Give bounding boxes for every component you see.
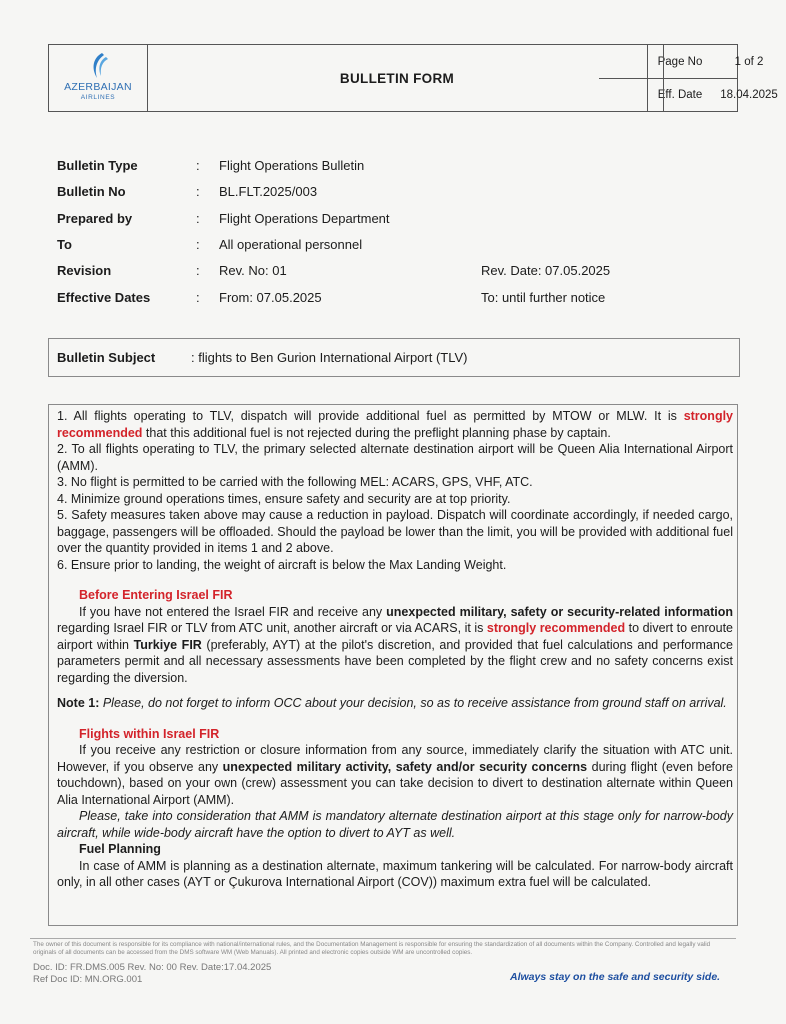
instruction-item-2: 2. To all flights operating to TLV, the primary selected alternate destination airport will be Queen Alia International Airport (AMM). <box>57 442 733 473</box>
footer-divider <box>30 938 736 939</box>
text: regarding Israel FIR or TLV from ATC unit, another aircraft or via ACARS, it is <box>57 621 487 635</box>
emphasis-text: strongly recommended <box>486 621 626 635</box>
eff-date-label: Eff. Date <box>657 88 703 101</box>
field-colon: : <box>196 263 200 278</box>
field-label: Revision <box>57 263 112 278</box>
bold-text: unexpected military activity, safety and/or security concerns <box>222 759 588 774</box>
fuel-planning-paragraph: In case of AMM is planning as a destination alternate, maximum tankering will be calculated. For narrow-body aircraft only, in all other cases (AYT or Çukurova International Airport (COV)) maximum extra fuel will be calculated. <box>57 858 733 889</box>
footer-disclaimer: The owner of this document is responsible for its compliance with national/international rules, and the Documentation Management is responsible for ensuring the standardization of all documents within the Company. Controlled and legally valid originals of all documents can be accessed from the DMS software WM (Web Manuals). All printed and electronic copies outside WM are uncontrolled copies. <box>33 941 711 956</box>
instruction-item-6: 6. Ensure prior to landing, the weight of aircraft is below the Max Landing Weight. <box>57 557 507 572</box>
section-heading-before-fir: Before Entering Israel FIR <box>79 588 233 602</box>
within-fir-paragraph <box>57 742 733 808</box>
field-value: All operational personnel <box>219 237 363 252</box>
instruction-item-3: 3. No flight is permitted to be carried with the following MEL: ACARS, GPS, VHF, ATC. <box>57 475 533 489</box>
note-label: Note 1: <box>57 696 100 710</box>
field-label: Bulletin No <box>57 184 126 199</box>
before-fir-paragraph <box>57 604 733 687</box>
section-heading-within-fir: Flights within Israel FIR <box>79 726 220 741</box>
field-colon: : <box>196 158 200 173</box>
field-colon: : <box>196 290 200 305</box>
logo-subtitle: AIRLINES <box>80 94 116 101</box>
bulletin-body <box>48 404 738 926</box>
field-label: Bulletin Type <box>57 158 138 173</box>
footer-doc-id: Doc. ID: FR.DMS.005 Rev. No: 00 Rev. Date:17.04.2025 <box>33 962 272 973</box>
instruction-item-5: 5. Safety measures taken above may cause a reduction in payload. Dispatch will coordinate accordingly, if needed cargo, baggage, passengers will be offloaded. Should the payload be lower than the limit, you will be provided with additional fuel over the quantity provided in items 1 and 2 above. <box>57 508 733 555</box>
footer-slogan: Always stay on the safe and security side. <box>510 971 721 983</box>
text: (preferably, AYT) at the pilot's discretion, and provided that fuel calculations and performance parameters permit and all necessary assessments have been completed by the flight crew and no safety concerns exist regarding the diversion. <box>57 637 733 685</box>
field-value: From: 07.05.2025 <box>219 290 322 305</box>
subject-label: Bulletin Subject <box>57 350 156 365</box>
field-value: BL.FLT.2025/003 <box>219 184 318 199</box>
emphasis-text: strongly recommended <box>57 409 733 440</box>
text: during flight (even before touchdown), based on your own (crew) assessment you can take decision to divert to destination alternate within Queen Alia International Airport (AMM). <box>57 759 733 807</box>
field-label: Effective Dates <box>57 290 151 305</box>
divider <box>599 78 737 79</box>
form-title: BULLETIN FORM <box>339 70 455 86</box>
eff-date-value: 18.04.2025 <box>720 88 778 101</box>
field-colon: : <box>196 237 200 252</box>
footer-ref-doc-id: Ref Doc ID: MN.ORG.001 <box>33 974 143 985</box>
text: If you have not entered the Israel FIR and receive any <box>79 604 387 619</box>
note-text: Please, do not forget to inform OCC about your decision, so as to receive assistance from ground staff on arrival. <box>99 696 727 710</box>
page-no-label: Page No <box>657 55 703 68</box>
section-heading-fuel-planning: Fuel Planning <box>79 842 161 856</box>
field-value: Flight Operations Department <box>219 211 390 226</box>
text: If you receive any restriction or closure information from any source, immediately clarify the situation with ATC unit. However, if you observe any <box>57 743 733 774</box>
bold-text: Turkiye FIR <box>133 637 202 652</box>
text: that this additional fuel is not rejected during the preflight planning phase by captain. <box>142 425 611 440</box>
field-colon: : <box>196 211 200 226</box>
field-label: Prepared by <box>57 211 133 226</box>
text: 1. All flights operating to TLV, dispatch will provide additional fuel as permitted by MTOW or MLW. It is <box>57 409 684 423</box>
field-colon: : <box>196 184 200 199</box>
field-value: Rev. No: 01 <box>219 263 287 278</box>
bold-text: unexpected military, safety or security-related information <box>386 604 734 619</box>
instruction-item-4: 4. Minimize ground operations times, ensure safety and security are at top priority. <box>57 491 511 506</box>
logo-name: AZERBAIJAN <box>64 81 132 93</box>
wing-logo-icon <box>89 52 109 80</box>
document-header <box>48 44 778 112</box>
field-label: To <box>57 237 72 252</box>
within-fir-italic-note: Please, take into consideration that AMM is mandatory alternate destination airport at this stage only for narrow-body aircraft, while wide-body aircraft have the option to divert to AYT as well. <box>57 809 733 840</box>
note-1 <box>57 695 733 712</box>
subject-value: : flights to Ben Gurion International Airport (TLV) <box>191 350 468 365</box>
field-value-secondary: To: until further notice <box>481 290 606 305</box>
divider <box>663 45 664 111</box>
field-value-secondary: Rev. Date: 07.05.2025 <box>481 263 611 278</box>
airline-logo <box>49 45 148 111</box>
text: to divert to enroute airport within <box>57 621 733 652</box>
instruction-item-1 <box>57 408 733 441</box>
subject-box <box>48 338 740 377</box>
field-value: Flight Operations Bulletin <box>219 158 365 173</box>
page-no-value: 1 of 2 <box>734 55 764 68</box>
